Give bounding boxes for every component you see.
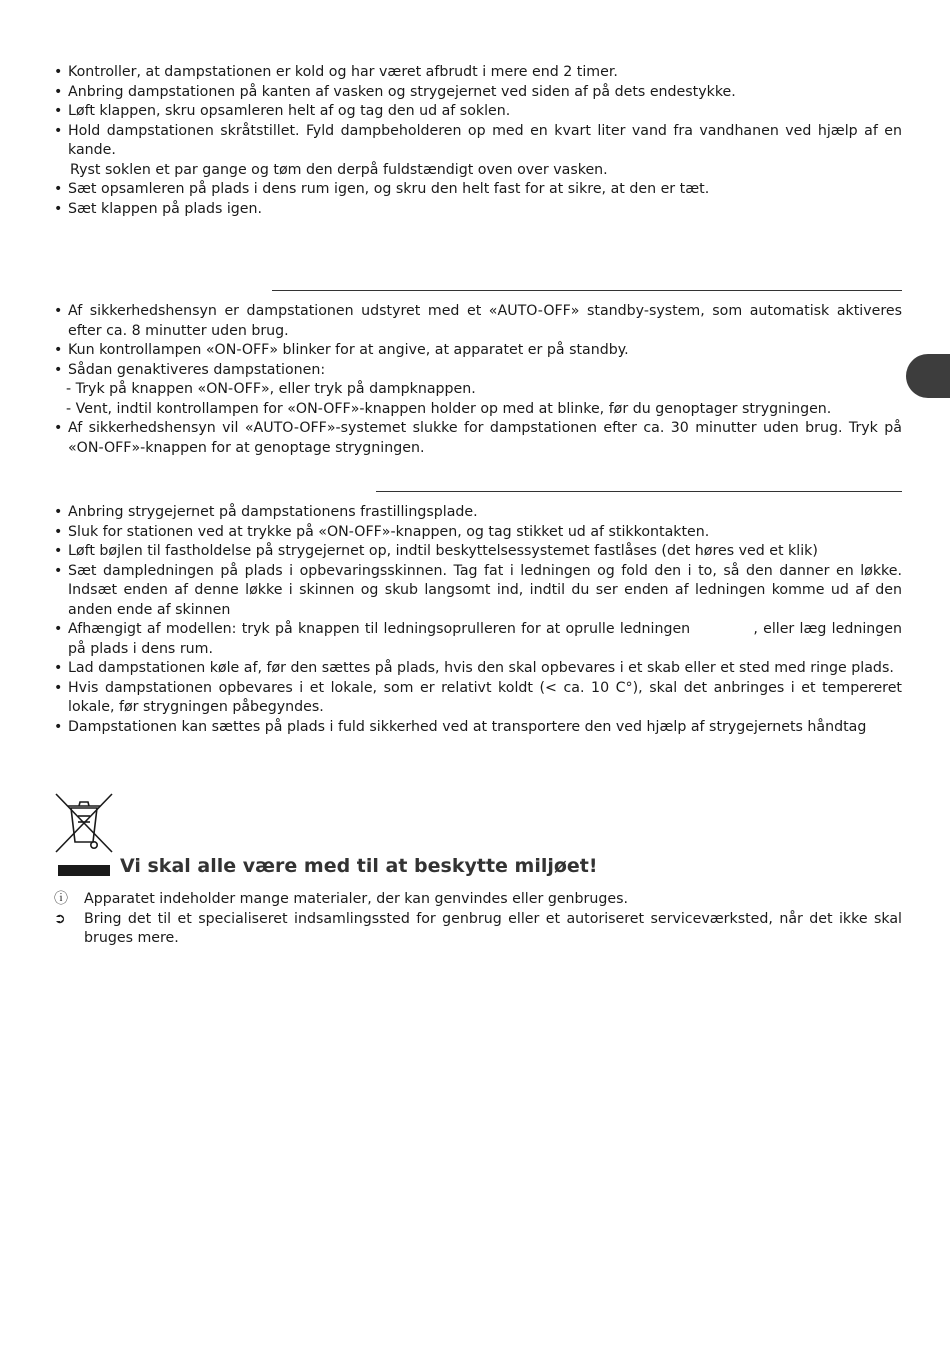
descaling-steps-list — [54, 63, 902, 219]
list-item: • Løft klappen, skru opsamleren helt af og tag den ud af soklen. — [54, 103, 511, 119]
list-subitem: - Tryk på knappen «ON-OFF», eller tryk på dampknappen. — [66, 381, 476, 397]
info-icon: ⓘ — [54, 891, 68, 907]
list-item: • Løft bøjlen til fastholdelse på strygejernet op, indtil beskyttelsessystemet fastlåses (det høres ved et klik) — [54, 543, 818, 559]
storage-list — [54, 503, 907, 737]
list-item: ⓘ Apparatet indeholder mange materialer, der kan genvindes eller genbruges. — [54, 890, 902, 910]
auto-off-list — [54, 302, 902, 458]
section-divider — [272, 290, 902, 291]
list-note: Ryst soklen et par gange og tøm den derpå fuldstændigt oven over vasken. — [70, 161, 608, 178]
list-item: • Af sikkerhedshensyn vil «AUTO-OFF»-systemet slukke for dampstationen efter ca. 30 minutter uden brug. Tryk på «ON-OFF»-knappen for at genoptage strygningen. — [54, 420, 902, 456]
list-item: • Anbring dampstationen på kanten af vasken og strygejernet ved siden af på dets endestykke. — [54, 83, 736, 100]
list-item: • Sluk for stationen ved at trykke på «ON-OFF»-knappen, og tag stikket ud af stikkontakten. — [54, 523, 710, 540]
section-divider — [376, 491, 902, 492]
list-subitem: - Vent, indtil kontrollampen for «ON-OFF»-knappen holder op med at blinke, før du genoptager strygningen. — [66, 400, 832, 417]
list-item: • Sæt dampledningen på plads i opbevaringsskinnen. Tag fat i ledningen og fold den i to, så den danner en løkke. Indsæt enden af denne løkke i skinnen og skub langsomt ind, indtil du ser enden af ledningen komme ud af den anden ende af skinnen — [54, 562, 902, 618]
list-item: • Hold dampstationen skråtstillet. Fyld dampbeholderen op med en kvart liter vand fra vandhanen ved hjælp af en kande. — [54, 122, 902, 158]
list-item: • Sæt opsamleren på plads i dens rum igen, og skru den helt fast for at sikre, at den er tæt. — [54, 181, 710, 197]
list-item: • Hvis dampstationen opbevares i et lokale, som er relativt koldt (< ca. 10 C°), skal det anbringes i et tempereret lokale, før strygningen påbegyndes. — [54, 679, 902, 715]
list-item: • Kun kontrollampen «ON-OFF» blinker for at angive, at apparatet er på standby. — [54, 342, 629, 358]
list-item: • Dampstationen kan sættes på plads i fuld sikkerhed ved at transportere den ved hjælp af strygejernets håndtag — [54, 718, 867, 735]
list-item: • Afhængigt af modellen: tryk på knappen til ledningsoprulleren for at oprulle ledningen , eller læg ledningen på plads i dens rum. — [54, 621, 907, 657]
environment-list — [54, 890, 902, 949]
list-item: ➲ Bring det til et specialiseret indsamlingssted for genbrug eller et autoriseret serviceværksted, når det ikke skal bruges mere. — [54, 910, 902, 946]
crossed-bin-icon — [54, 792, 114, 854]
environment-heading: Vi skal alle være med til at beskytte miljøet! — [120, 855, 598, 877]
list-item: • Kontroller, at dampstationen er kold og har været afbrudt i mere end 2 timer. — [54, 64, 618, 80]
list-item: • Af sikkerhedshensyn er dampstationen udstyret med et «AUTO-OFF» standby-system, som automatisk aktiveres efter ca. 8 minutter uden brug. — [54, 303, 902, 339]
list-item: • Anbring strygejernet på dampstationens frastillingsplade. — [54, 504, 478, 520]
list-item: • Lad dampstationen køle af, før den sættes på plads, hvis den skal opbevares i et skab eller et sted med ringe plads. — [54, 660, 894, 676]
list-item: • Sæt klappen på plads igen. — [54, 200, 263, 217]
list-item: • Sådan genaktiveres dampstationen: — [54, 361, 326, 378]
language-tab — [906, 354, 950, 398]
arrow-icon: ➲ — [54, 910, 66, 927]
heading-bar — [58, 865, 110, 876]
